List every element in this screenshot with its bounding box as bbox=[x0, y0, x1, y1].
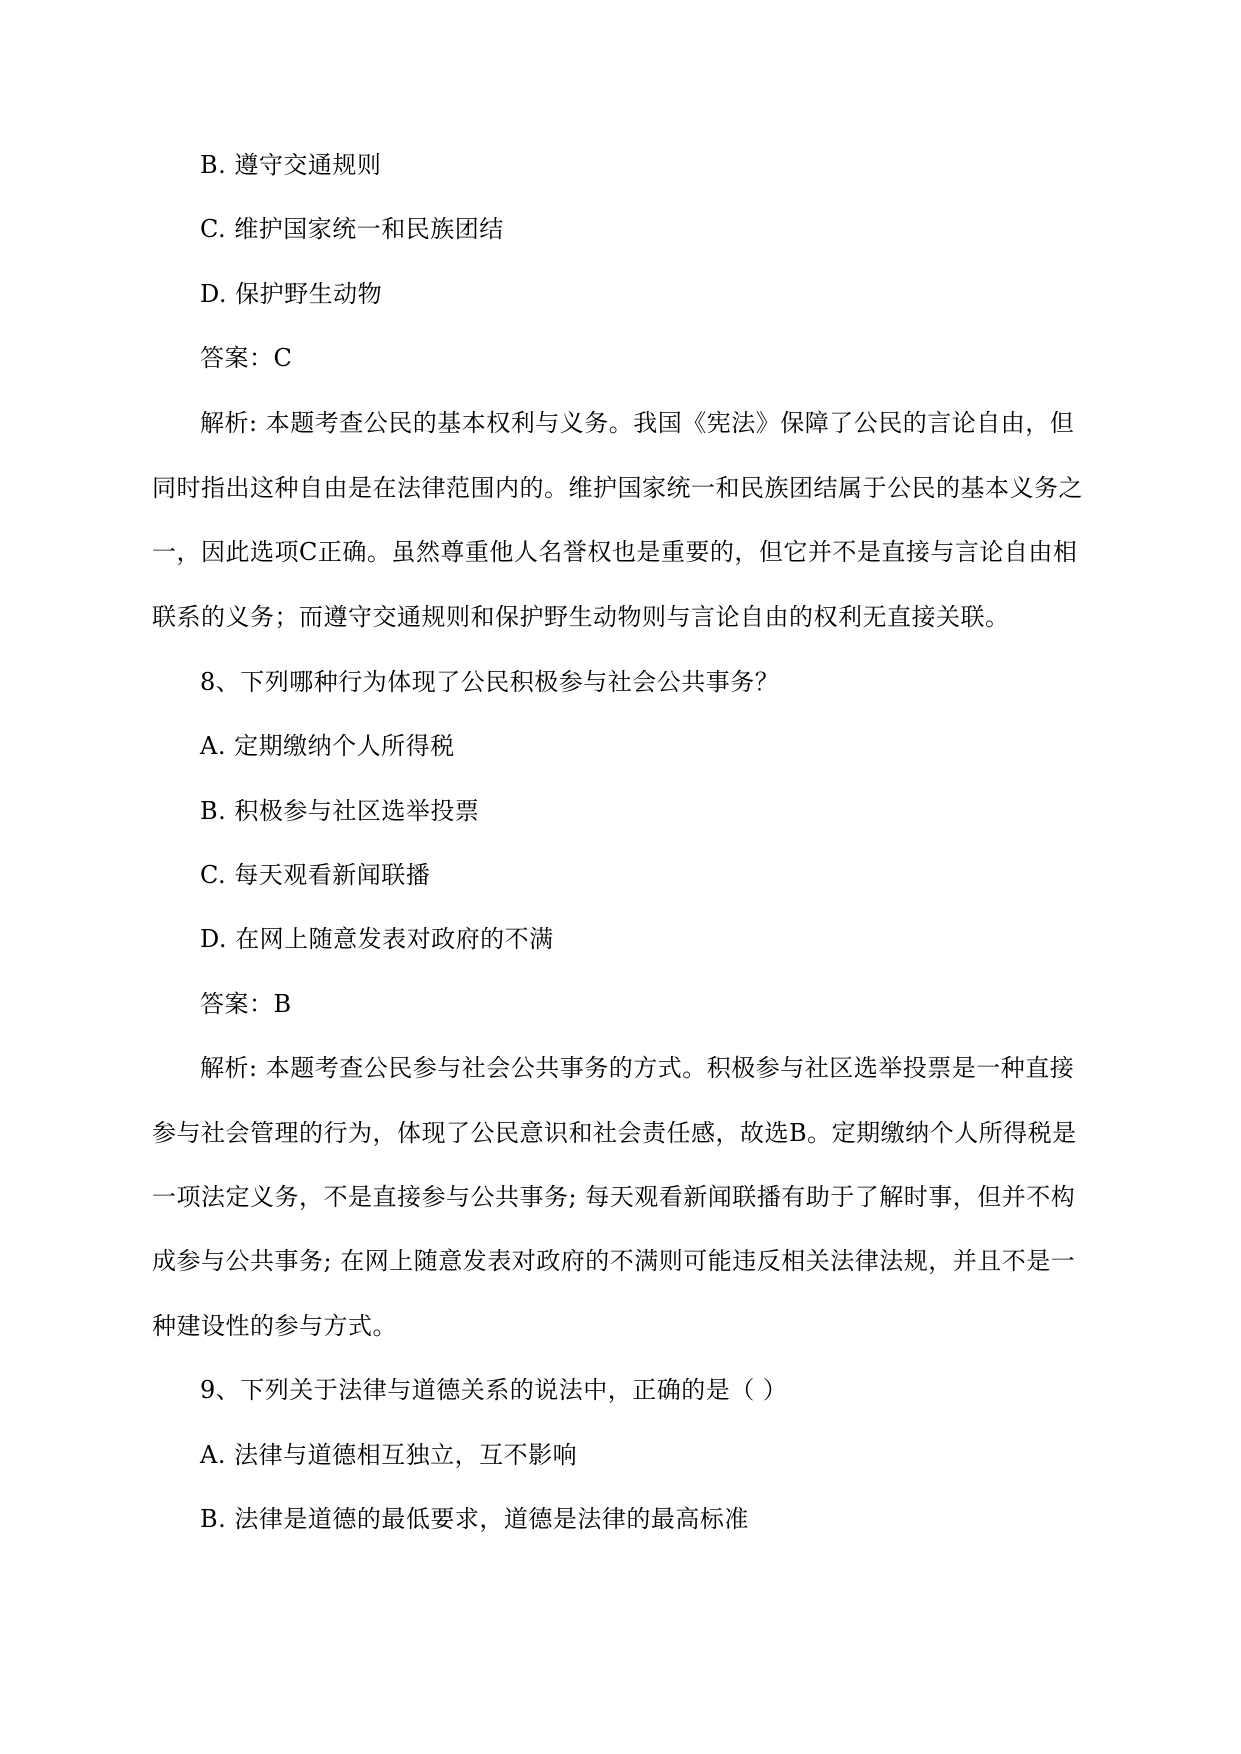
q7-analysis-line: 联系的义务；而遵守交通规则和保护野生动物则与言论自由的权利无直接关联。 bbox=[152, 603, 1010, 631]
q7-option-c: C. 维护国家统一和民族团结 bbox=[200, 215, 504, 243]
q9-option-b: B. 法律是道德的最低要求，道德是法律的最高标准 bbox=[200, 1505, 749, 1533]
q7-analysis-line: 同时指出这种自由是在法律范围内的。维护国家统一和民族团结属于公民的基本义务之 bbox=[152, 474, 1083, 502]
q9-question: 9、下列关于法律与道德关系的说法中，正确的是（ ） bbox=[200, 1376, 788, 1404]
q7-option-d: D. 保护野生动物 bbox=[200, 280, 383, 308]
q7-analysis-line: 一，因此选项C正确。虽然尊重他人名誉权也是重要的，但它并不是直接与言论自由相 bbox=[152, 538, 1078, 566]
q8-question: 8、下列哪种行为体现了公民积极参与社会公共事务？ bbox=[200, 668, 780, 696]
q7-answer: 答案：C bbox=[200, 344, 293, 372]
q8-option-b: B. 积极参与社区选举投票 bbox=[200, 797, 480, 825]
q8-analysis-line: 解析: 本题考查公民参与社会公共事务的方式。积极参与社区选举投票是一种直接 bbox=[200, 1054, 1075, 1082]
q8-analysis-line: 种建设性的参与方式。 bbox=[152, 1312, 397, 1340]
q7-analysis-line: 解析: 本题考查公民的基本权利与义务。我国《宪法》保障了公民的言论自由，但 bbox=[200, 409, 1075, 437]
q8-option-d: D. 在网上随意发表对政府的不满 bbox=[200, 925, 554, 953]
q9-option-a: A. 法律与道德相互独立，互不影响 bbox=[200, 1441, 578, 1469]
q8-option-a: A. 定期缴纳个人所得税 bbox=[200, 732, 455, 760]
q8-analysis-line: 一项法定义务，不是直接参与公共事务; 每天观看新闻联播有助于了解时事，但并不构 bbox=[152, 1183, 1076, 1211]
q7-option-b: B. 遵守交通规则 bbox=[200, 151, 382, 179]
q8-analysis-line: 成参与公共事务; 在网上随意发表对政府的不满则可能违反相关法律法规，并且不是一 bbox=[152, 1247, 1076, 1275]
q8-answer: 答案：B bbox=[200, 990, 292, 1018]
q8-option-c: C. 每天观看新闻联播 bbox=[200, 861, 431, 889]
q8-analysis-line: 参与社会管理的行为，体现了公民意识和社会责任感，故选B。定期缴纳个人所得税是 bbox=[152, 1119, 1077, 1147]
